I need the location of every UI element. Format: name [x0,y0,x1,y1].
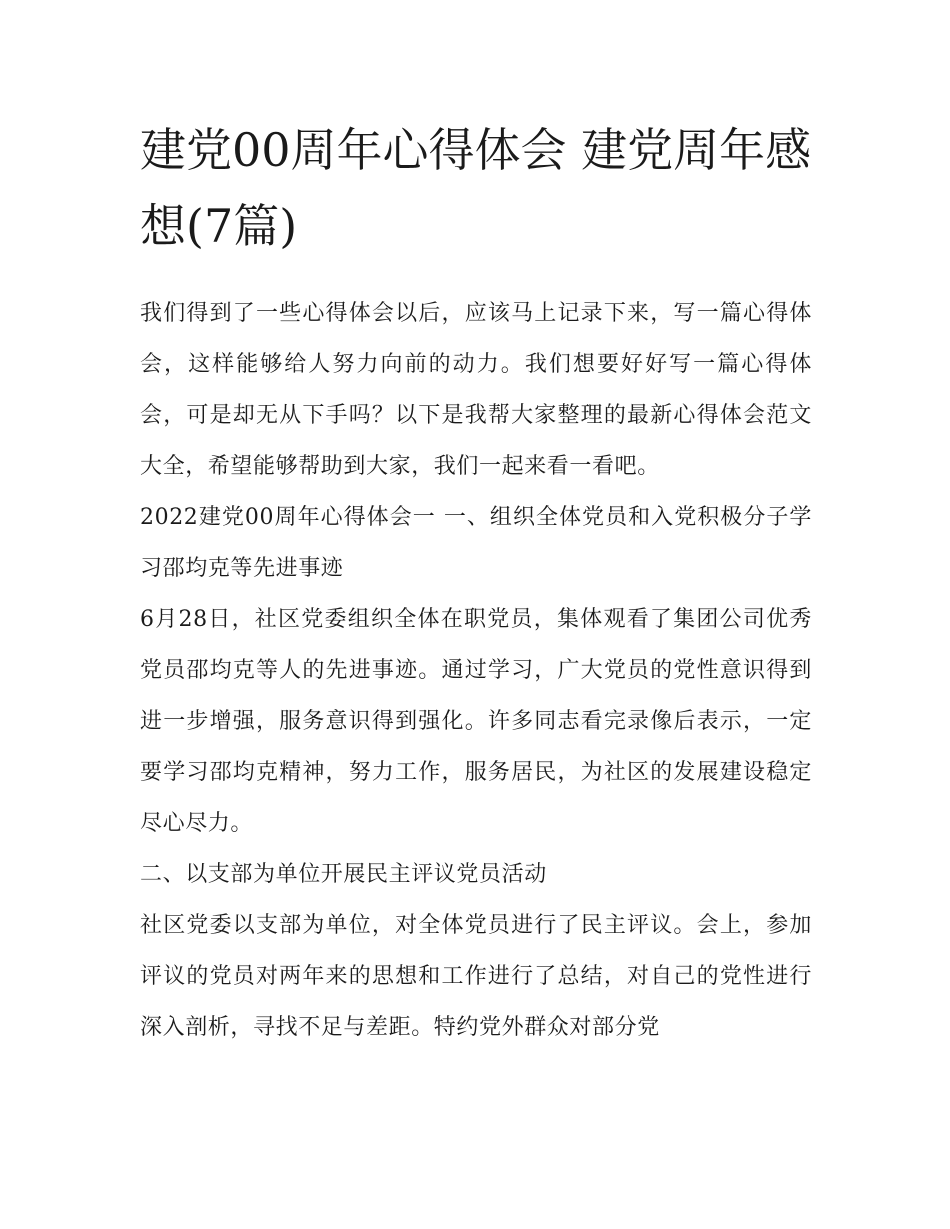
body-paragraph-2: 社区党委以支部为单位，对全体党员进行了民主评议。会上，参加评议的党员对两年来的思想和工作进行了总结，对自己的党性进行深入剖析，寻找不足与差距。特约党外群众对部分党 [140,913,812,1040]
document-title: 建党00周年心得体会 建党周年感想(7篇) [140,123,812,253]
document-page [140,112,812,1053]
body-paragraph-1: 6月28日，社区党委组织全体在职党员，集体观看了集团公司优秀党员邵均克等人的先进事迹。通过学习，广大党员的党性意识得到进一步增强，服务意识得到强化。许多同志看完录像后表示，一定要学习邵均克精神，努力工作，服务居民，为社区的发展建设稳定尽心尽力。 [140,607,812,836]
section-heading-1: 2022建党00周年心得体会一 一、组织全体党员和入党积极分子学习邵均克等先进事迹 [140,505,812,581]
section-heading-2: 二、以支部为单位开展民主评议党员活动 [140,862,547,887]
intro-paragraph: 我们得到了一些心得体会以后，应该马上记录下来，写一篇心得体会，这样能够给人努力向前的动力。我们想要好好写一篇心得体会，可是却无从下手吗？以下是我帮大家整理的最新心得体会范文大全，希望能够帮助到大家，我们一起来看一看吧。 [140,301,812,479]
